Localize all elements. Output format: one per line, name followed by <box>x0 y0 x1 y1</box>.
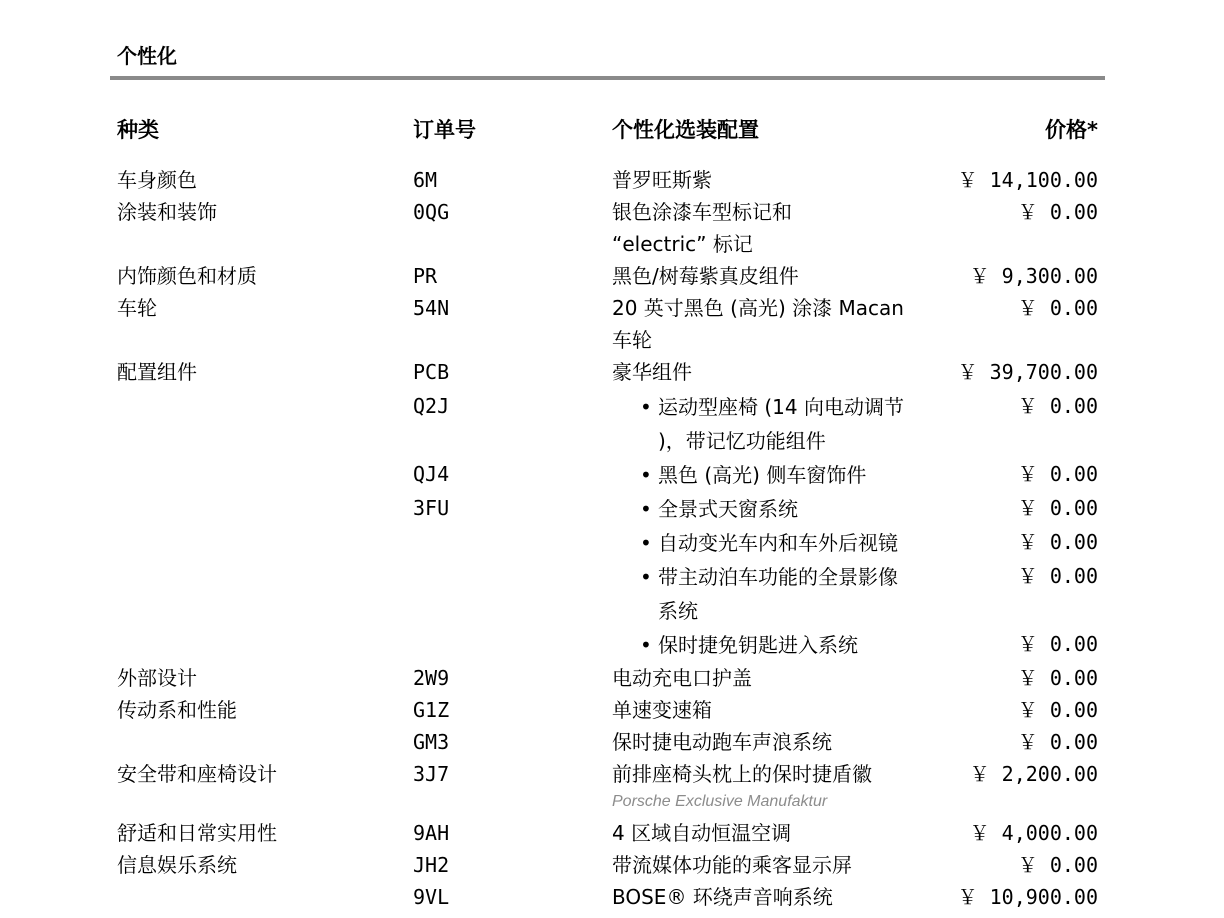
row-category: 车轮 <box>117 296 157 320</box>
row-category: 配置组件 <box>117 360 197 384</box>
row-option: 普罗旺斯紫 <box>612 168 712 192</box>
row-price: ￥ 0.00 <box>1017 200 1098 224</box>
table-row <box>0 881 1224 913</box>
option-line: “electric” 标记 <box>612 232 753 256</box>
table-row <box>0 526 1224 560</box>
header-price: 价格* <box>1045 118 1098 142</box>
row-option: 电动充电口护盖 <box>612 666 752 690</box>
row-price: ￥ 0.00 <box>1017 666 1098 690</box>
option-line: 20 英寸黑色 (高光) 涂漆 Macan <box>612 296 904 320</box>
row-price: ￥ 0.00 <box>1017 462 1098 486</box>
table-row <box>0 628 1224 662</box>
table-row <box>0 694 1224 726</box>
row-code: 9VL <box>413 885 450 909</box>
option-line: 保时捷免钥匙进入系统 <box>658 633 858 657</box>
row-option: BOSE® 环绕声音响系统 <box>612 885 833 909</box>
row-category: 信息娱乐系统 <box>117 853 237 877</box>
row-option <box>612 758 947 814</box>
row-category: 内饰颜色和材质 <box>117 264 257 288</box>
table-row <box>0 260 1224 292</box>
option-note: Porsche Exclusive Manufaktur <box>612 793 828 810</box>
option-line: 车轮 <box>612 328 652 352</box>
row-price: ￥ 0.00 <box>1017 496 1098 520</box>
row-price: ￥ 39,700.00 <box>957 360 1098 384</box>
section-divider <box>110 76 1105 80</box>
table-row <box>0 458 1224 492</box>
row-code: 3FU <box>413 496 450 520</box>
row-option: 单速变速箱 <box>612 698 712 722</box>
row-price: ￥ 0.00 <box>1017 698 1098 722</box>
table-row <box>0 758 1224 817</box>
option-line: 带主动泊车功能的全景影像 <box>658 565 898 589</box>
row-category: 涂装和装饰 <box>117 200 217 224</box>
row-price: ￥ 14,100.00 <box>957 168 1098 192</box>
option-line: 系统 <box>658 599 698 623</box>
row-price: ￥ 0.00 <box>1017 632 1098 656</box>
table-row <box>0 196 1224 260</box>
row-price: ￥ 9,300.00 <box>969 264 1098 288</box>
row-option: 4 区域自动恒温空调 <box>612 821 792 845</box>
table-row <box>0 817 1224 849</box>
row-option: 保时捷电动跑车声浪系统 <box>612 730 832 754</box>
row-code: 6M <box>413 168 438 192</box>
bullet-icon: • <box>640 565 652 589</box>
option-line: 自动变光车内和车外后视镜 <box>658 531 898 555</box>
row-category: 传动系和性能 <box>117 698 237 722</box>
row-price: ￥ 0.00 <box>1017 394 1098 418</box>
row-price: ￥ 2,200.00 <box>969 762 1098 786</box>
row-price: ￥ 0.00 <box>1017 530 1098 554</box>
row-code: 2W9 <box>413 666 450 690</box>
row-code: GM3 <box>413 730 450 754</box>
row-price: ￥ 10,900.00 <box>957 885 1098 909</box>
table-row <box>0 726 1224 758</box>
row-code: PCB <box>413 360 450 384</box>
configuration-table <box>0 112 1224 913</box>
section-title: 个性化 <box>117 44 177 68</box>
table-row <box>0 164 1224 196</box>
row-code: Q2J <box>413 394 450 418</box>
row-price: ￥ 0.00 <box>1017 730 1098 754</box>
row-price: ￥ 0.00 <box>1017 296 1098 320</box>
bullet-icon: • <box>640 463 652 487</box>
row-price: ￥ 4,000.00 <box>969 821 1098 845</box>
header-code: 订单号 <box>413 118 476 142</box>
table-row <box>0 292 1224 356</box>
table-row <box>0 662 1224 694</box>
row-option: 黑色/树莓紫真皮组件 <box>612 264 799 288</box>
row-code: PR <box>413 264 438 288</box>
row-code: JH2 <box>413 853 450 877</box>
row-code: 9AH <box>413 821 450 845</box>
row-category: 安全带和座椅设计 <box>117 762 277 786</box>
bullet-icon: • <box>640 395 652 419</box>
row-code: 3J7 <box>413 762 450 786</box>
option-line: )，带记忆功能组件 <box>658 429 826 453</box>
option-line: 银色涂漆车型标记和 <box>612 200 792 224</box>
bullet-icon: • <box>640 497 652 521</box>
header-category: 种类 <box>117 118 159 142</box>
table-row <box>0 492 1224 526</box>
table-header <box>0 112 1224 164</box>
row-category: 车身颜色 <box>117 168 197 192</box>
row-option <box>612 292 947 356</box>
option-line: 运动型座椅 (14 向电动调节 <box>658 395 904 419</box>
row-option <box>612 196 947 260</box>
option-line: 黑色 (高光) 侧车窗饰件 <box>658 463 867 487</box>
header-option: 个性化选装配置 <box>612 118 759 142</box>
table-row <box>0 560 1224 628</box>
row-code: 54N <box>413 296 450 320</box>
table-row <box>0 849 1224 881</box>
row-price: ￥ 0.00 <box>1017 564 1098 588</box>
table-row <box>0 390 1224 458</box>
row-option: 豪华组件 <box>612 360 692 384</box>
option-line: 前排座椅头枕上的保时捷盾徽 <box>612 762 872 786</box>
bullet-icon: • <box>640 531 652 555</box>
row-category: 外部设计 <box>117 666 197 690</box>
row-price: ￥ 0.00 <box>1017 853 1098 877</box>
row-option: 带流媒体功能的乘客显示屏 <box>612 853 852 877</box>
row-category: 舒适和日常实用性 <box>117 821 277 845</box>
row-code: QJ4 <box>413 462 450 486</box>
row-code: G1Z <box>413 698 450 722</box>
row-code: 0QG <box>413 200 450 224</box>
option-line: 全景式天窗系统 <box>658 497 798 521</box>
bullet-icon: • <box>640 633 652 657</box>
table-row <box>0 356 1224 388</box>
